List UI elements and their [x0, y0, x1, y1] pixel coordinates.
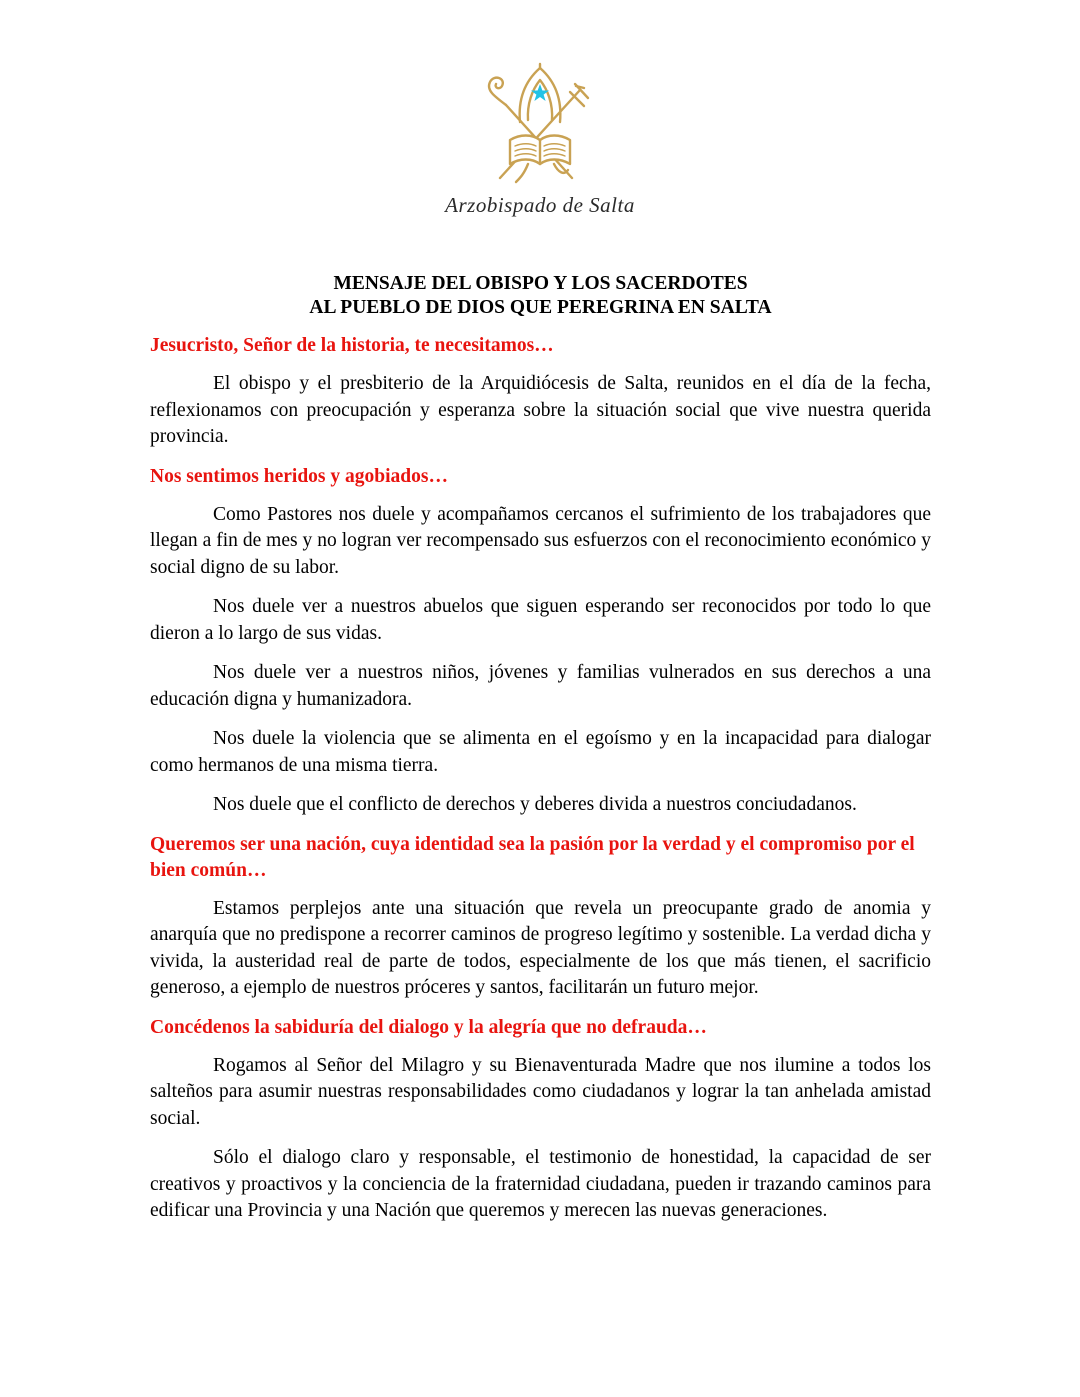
paragraph: Nos duele ver a nuestros abuelos que siguen esperando ser reconocidos por todo lo que dieron a lo largo de sus vidas. [150, 596, 931, 644]
title-line-1: MENSAJE DEL OBISPO Y LOS SACERDOTES [333, 273, 748, 294]
section-2 [150, 464, 931, 819]
paragraph: Nos duele la violencia que se alimenta en el egoísmo y en la incapacidad para dialogar como hermanos de una misma tierra. [150, 728, 931, 776]
section-heading: Nos sentimos heridos y agobiados… [150, 465, 448, 487]
paragraph: Rogamos al Señor del Milagro y su Bienaventurada Madre que nos ilumine a todos los salteños para asumir nuestras responsabilidades como ciudadanos y lograr la tan anhelada amistad social. [150, 1054, 931, 1129]
paragraph: Sólo el dialogo claro y responsable, el testimonio de honestidad, la capacidad de ser creativos y proactivos y la conciencia de la fraternidad ciudadana, pueden ir trazando caminos para edificar una Provincia y una Nación que queremos y merecen las nuevas generaciones. [150, 1147, 931, 1221]
paragraph: Nos duele ver a nuestros niños, jóvenes y familias vulnerados en sus derechos a una educación digna y humanizadora. [150, 662, 931, 710]
logo-caption: Arzobispado de Salta [445, 193, 635, 217]
document-title [150, 272, 931, 320]
star-icon [531, 84, 549, 101]
section-3 [150, 832, 931, 1002]
paragraph: Estamos perplejos ante una situación que revela un preocupante grado de anomia y anarquía que no predispone a recorrer caminos de progreso legítimo y sostenible. La verdad dicha y vivida, la austeridad real de parte de todos, especialmente de los que más tienen, el sacrificio generoso, a ejemplo de nuestros próceres y santos, facilitarán un futuro mejor. [150, 897, 931, 998]
archdiocese-logo [440, 60, 640, 225]
document-body [150, 272, 931, 1238]
archdiocese-coat-of-arms-icon [480, 60, 600, 185]
paragraph: El obispo y el presbiterio de la Arquidiócesis de Salta, reunidos en el día de la fecha, reflexionamos con preocupación y esperanza sobre la situación social que vive nuestra querida provincia. [150, 373, 931, 447]
title-line-2: AL PUEBLO DE DIOS QUE PEREGRINA EN SALTA [309, 297, 772, 318]
section-heading: Queremos ser una nación, cuya identidad sea la pasión por la verdad y el compromiso por el bien común… [150, 833, 915, 881]
section-4 [150, 1015, 931, 1225]
section-heading: Jesucristo, Señor de la historia, te necesitamos… [150, 335, 554, 356]
section-heading: Concédenos la sabiduría del dialogo y la alegría que no defrauda… [150, 1016, 707, 1038]
paragraph: Como Pastores nos duele y acompañamos cercanos el sufrimiento de los trabajadores que llegan a fin de mes y no logran ver recompensado sus esfuerzos con el reconocimiento económico y social digno de su labor. [150, 503, 931, 578]
paragraph: Nos duele que el conflicto de derechos y deberes divida a nuestros conciudadanos. [213, 794, 857, 815]
section-1 [150, 333, 931, 451]
